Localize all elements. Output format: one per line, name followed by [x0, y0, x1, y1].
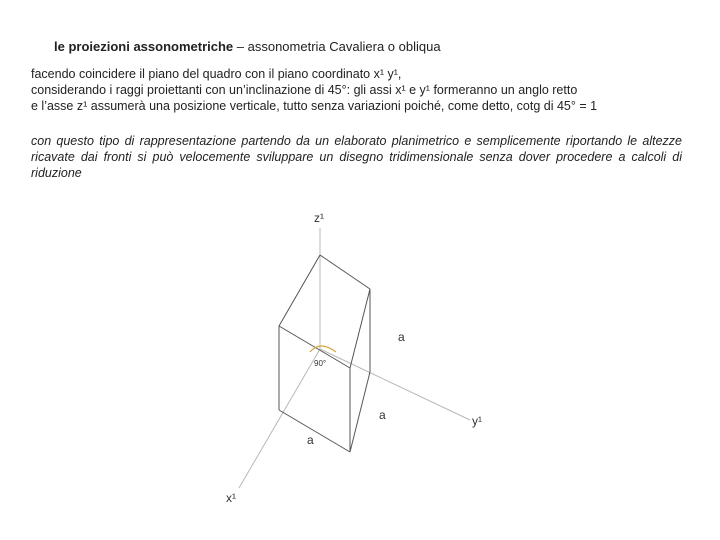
body-paragraph: con questo tipo di rappresentazione partendo da un elaborato planimetrico e semplicemente riportando le altezze ricavate dai fronti si può velocemente sviluppare un disegno tridimensionale senza dover procedere a calcoli di riduzione: [31, 134, 682, 180]
page-title-bold: le proiezioni assonometriche: [54, 39, 234, 54]
page-title-rest: – assonometria Cavaliera o obliqua: [233, 39, 441, 54]
intro-line-3: e l’asse z¹ assumerà una posizione verticale, tutto senza variazioni poiché, come detto, cotg di 45° = 1: [31, 99, 598, 113]
cube-edge: [279, 410, 350, 452]
cube-edge: [350, 289, 370, 368]
edge-label-vertical: a: [398, 330, 405, 344]
edge-label-bottom: a: [307, 433, 314, 447]
x-axis-label: x¹: [226, 491, 236, 505]
cube-edge: [279, 255, 320, 326]
cube-drawing: [279, 255, 370, 452]
y-axis: [320, 349, 470, 420]
y-axis-label: y¹: [472, 414, 482, 428]
cube-edge: [320, 255, 370, 289]
intro-line-2: considerando i raggi proiettanti con un’inclinazione di 45°: gli assi x¹ e y¹ formeranno un anglo retto: [31, 83, 578, 97]
z-axis-label: z¹: [314, 211, 324, 225]
angle-label: 90°: [314, 359, 327, 368]
intro-line-1: facendo coincidere il piano del quadro con il piano coordinato x¹ y¹,: [31, 67, 402, 81]
edge-label-depth: a: [379, 408, 386, 422]
cube-edge: [350, 372, 370, 452]
